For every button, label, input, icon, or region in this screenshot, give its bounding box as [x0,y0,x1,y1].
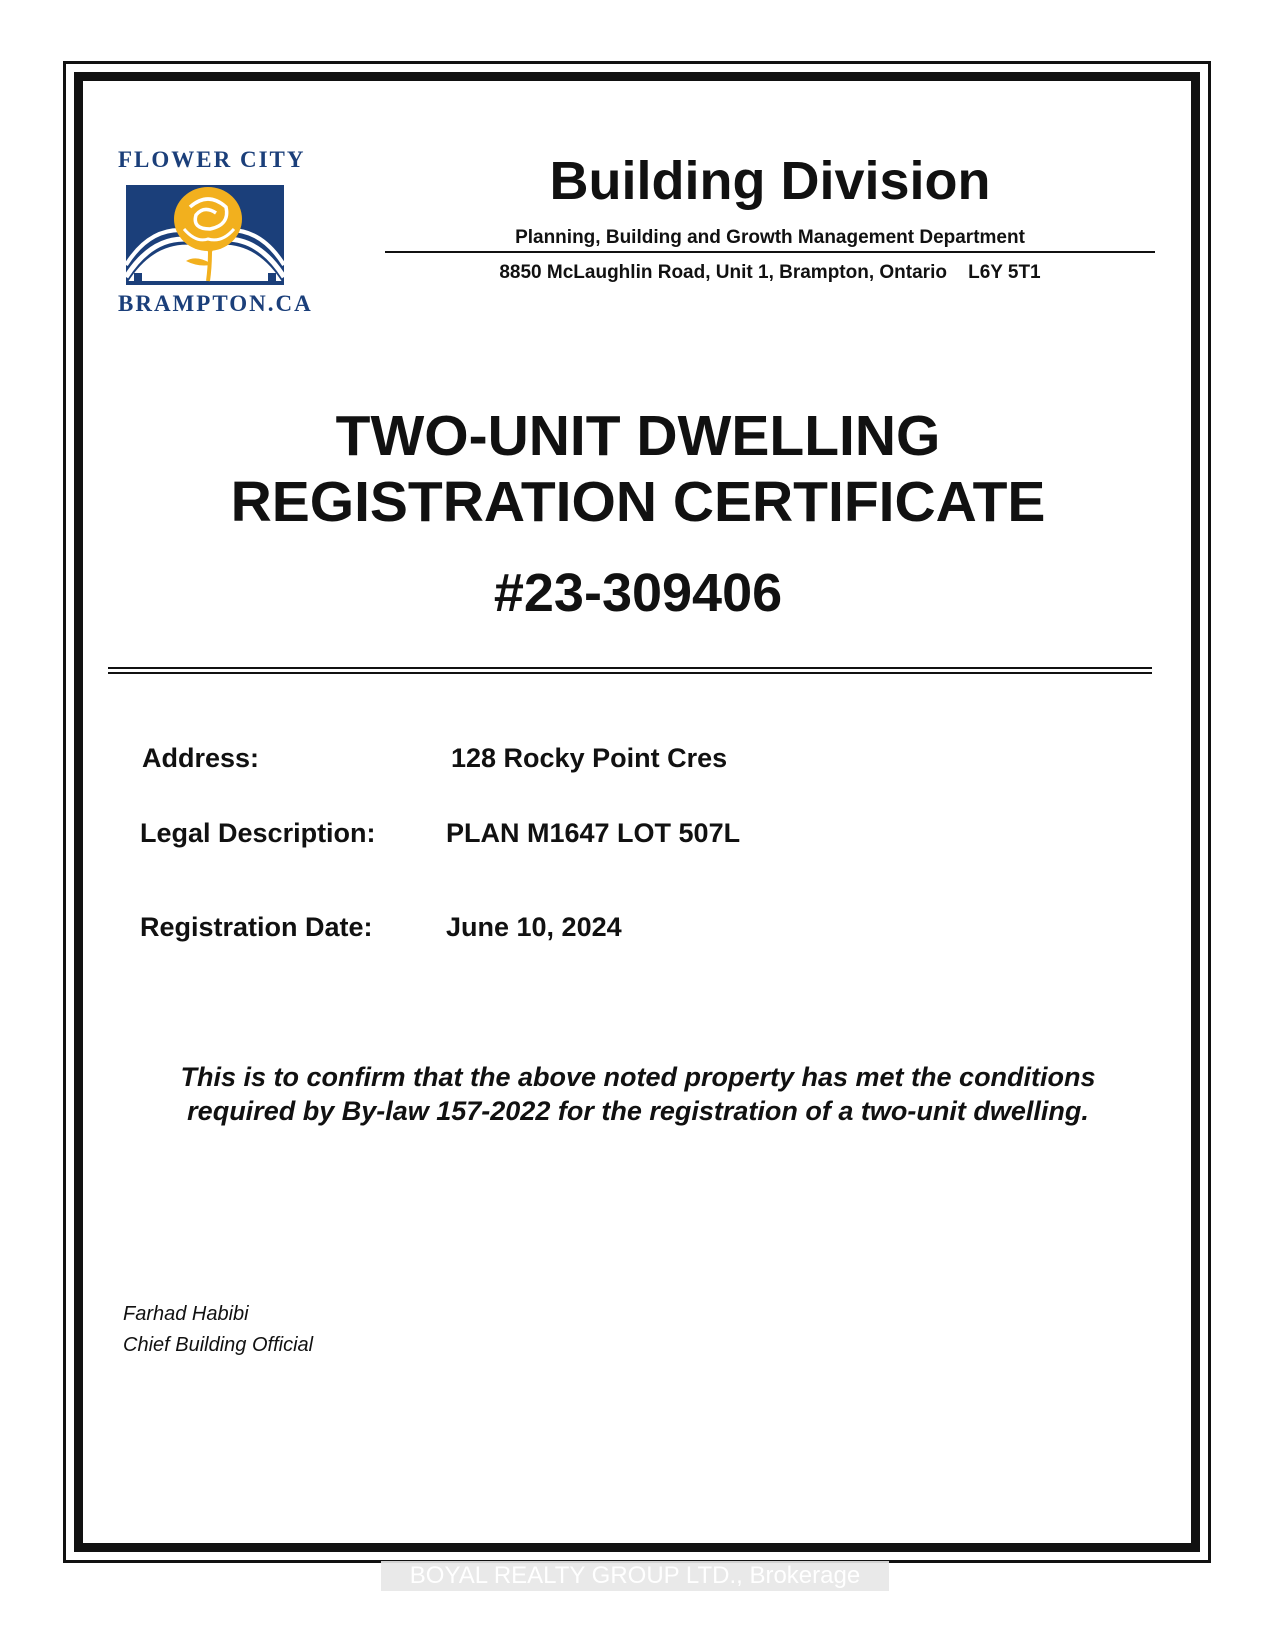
confirmation-statement [100,1060,1176,1128]
certificate-title-line2: REGISTRATION CERTIFICATE [230,470,1046,534]
registration-date-value: June 10, 2024 [446,912,622,942]
certificate-title [100,403,1176,535]
legal-description-value: PLAN M1647 LOT 507L [446,818,741,848]
address-value: 128 Rocky Point Cres [451,743,728,773]
signatory-title: Chief Building Official [123,1334,314,1356]
brokerage-watermark: BOYAL REALTY GROUP LTD., Brokerage [381,1561,889,1591]
division-title: Building Division [549,151,991,211]
flower-city-rose-icon [126,185,284,285]
statement-line2: required by By-law 157-2022 for the registration of a two-unit dwelling. [187,1096,1089,1126]
division-address [385,262,1155,284]
registration-date-label: Registration Date: [140,912,373,942]
legal-description-label: Legal Description: [140,818,376,848]
department-name: Planning, Building and Growth Management Department [515,227,1025,248]
logo-bottom-text: BRAMPTON.CA [118,291,313,316]
certificate-number: #23-309406 [493,563,783,623]
street-address: 8850 McLaughlin Road, Unit 1, Brampton, Ontario [499,262,947,283]
logo-top-text: FLOWER CITY [118,147,306,172]
address-label: Address: [142,743,260,773]
signatory-name: Farhad Habibi [123,1303,249,1325]
header-divider [385,251,1155,253]
postal-code: L6Y 5T1 [968,262,1041,283]
certificate-title-line1: TWO-UNIT DWELLING [335,404,941,468]
section-divider [108,667,1152,674]
brampton-logo [118,147,313,317]
statement-line1: This is to confirm that the above noted property has met the conditions [180,1062,1096,1092]
